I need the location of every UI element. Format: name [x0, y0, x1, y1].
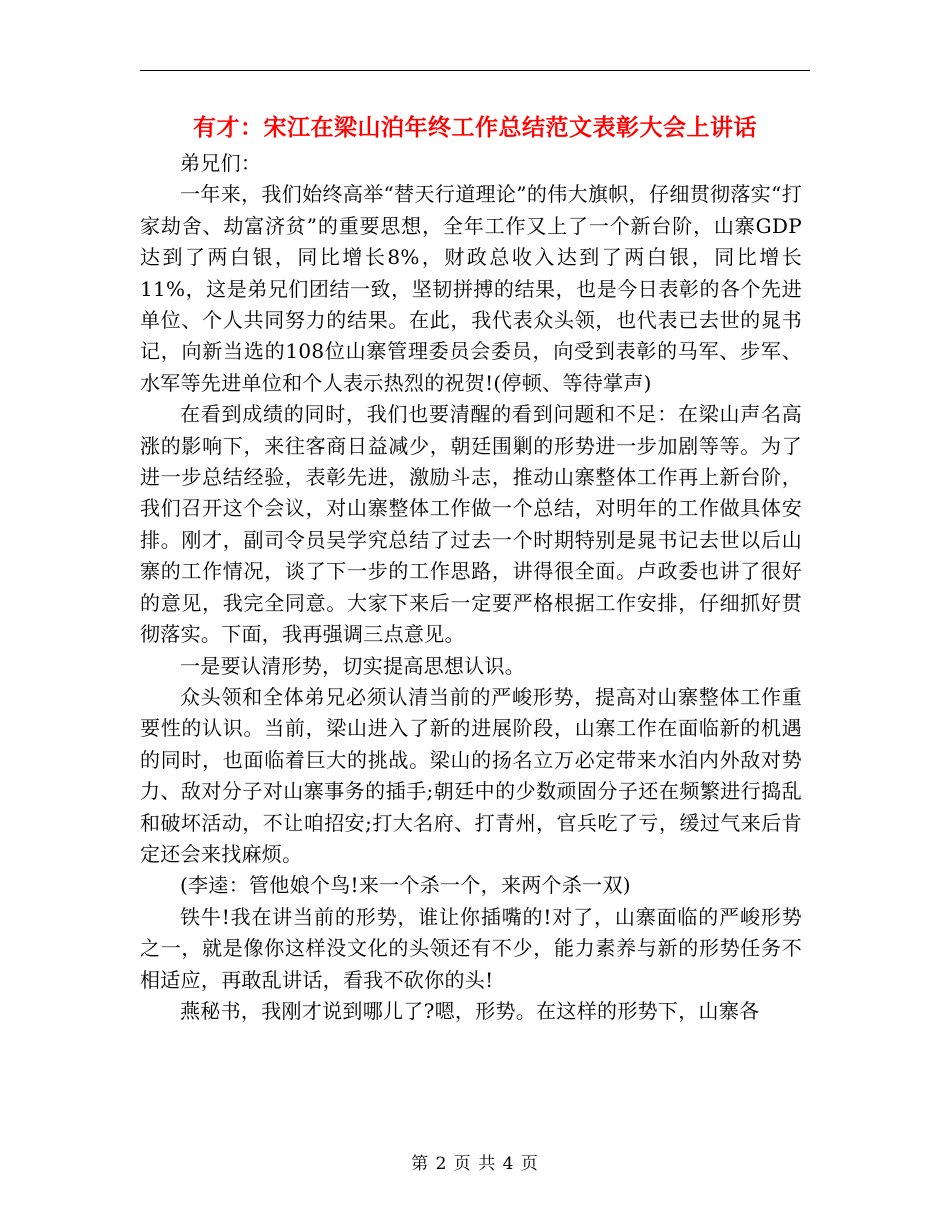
- paragraph-situation: 众头领和全体弟兄必须认清当前的严峻形势，提高对山寨整体工作重要性的认识。当前，梁山进入了新的进展阶段，山寨工作在面临新的机遇的同时，也面临着巨大的挑战。梁山的扬名立万必定带来水泊内外敌对势力、敌对分子对山寨事务的插手;朝廷中的少数顽固分子还在频繁进行捣乱和破坏活动，不让咱招安;打大名府、打青州，官兵吃了亏，缓过气来后肯定还会来找麻烦。: [140, 684, 802, 866]
- paragraph-problems: 在看到成绩的同时，我们也要清醒的看到问题和不足：在梁山声名高涨的影响下，来往客商日益减少，朝廷围剿的形势进一步加剧等等。为了进一步总结经验，表彰先进，激励斗志，推动山寨整体工作再上新台阶，我们召开这个会议，对山寨整体工作做一个总结，对明年的工作做具体安排。刚才，副司令员吴学究总结了过去一个时期特别是晁书记去世以后山寨的工作情况，谈了下一步的工作思路，讲得很全面。卢政委也讲了很好的意见，我完全同意。大家下来后一定要严格根据工作安排，仔细抓好贯彻落实。下面，我再强调三点意见。: [140, 402, 802, 647]
- paragraph-salutation: 弟兄们：: [180, 151, 262, 175]
- paragraph-li-kui-interjection: (李逵：管他娘个鸟!来一个杀一个，来两个杀一双): [180, 873, 631, 898]
- paragraph-reprimand: 铁牛!我在讲当前的形势，谁让你插嘴的!对了，山寨面临的严峻形势之一，就是像你这样没文化的头领还有不少，能力素养与新的形势任务不相适应，再敢乱讲话，看我不砍你的头!: [140, 904, 802, 992]
- document-title: 有才：宋江在梁山泊年终工作总结范文表彰大会上讲话: [193, 114, 757, 141]
- paragraph-point-one-heading: 一是要认清形势，切实提高思想认识。: [180, 653, 526, 678]
- paragraph-continuation: 燕秘书，我刚才说到哪儿了?嗯，形势。在这样的形势下，山寨各: [180, 998, 760, 1023]
- paragraph-achievements: 一年来，我们始终高举“替天行道理论”的伟大旗帜，仔细贯彻落实“打家劫舍、劫富济贫”的重要思想，全年工作又上了一个新台阶，山寨GDP达到了两白银，同比增长8%，财政总收入达到了两白银，同比增长11%，这是弟兄们团结一致，坚韧拼搏的结果，也是今日表彰的各个先进单位、个人共同努力的结果。在此，我代表众头领，也代表已去世的晁书记，向新当选的108位山寨管理委员会委员，向受到表彰的马军、步军、水军等先进单位和个人表示热烈的祝贺!(停顿、等待掌声): [140, 182, 802, 395]
- header-rule: [140, 70, 810, 71]
- page-number-footer: 第 2 页 共 4 页: [411, 1154, 539, 1174]
- document-body: [140, 148, 802, 1027]
